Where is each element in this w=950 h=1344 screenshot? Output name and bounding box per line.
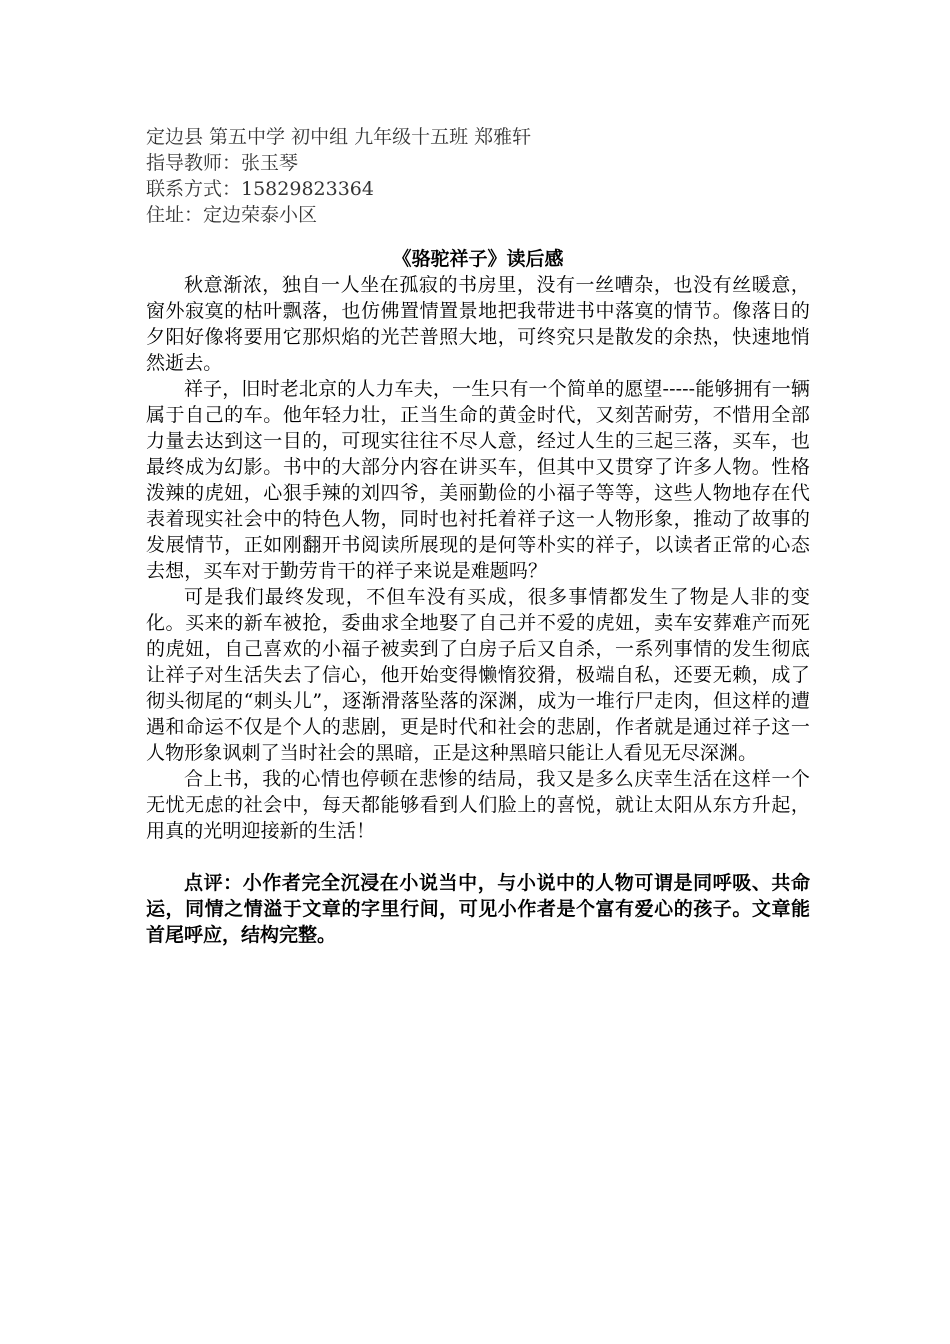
contact-line: 联系方式：15829823364 [146,178,374,200]
author-school-line: 定边县 第五中学 初中组 九年级十五班 郑雅轩 [146,126,532,148]
teacher-review: 点评：小作者完全沉浸在小说当中，与小说中的人物可谓是同呼吸、共命运，同情之情溢于文章的字里行间，可见小作者是个富有爱心的孩子。文章能首尾呼应，结构完整。 [146,872,810,946]
teacher-line: 指导教师：张玉琴 [146,152,299,174]
essay-paragraph-4: 合上书，我的心情也停顿在悲惨的结局，我又是多么庆幸生活在这样一个无忧无虑的社会中，每天都能够看到人们脸上的喜悦，就让太阳从东方升起，用真的光明迎接新的生活！ [146,768,810,842]
essay-paragraph-3: 可是我们最终发现，不但车没有买成，很多事情都发生了物是人非的变化。买来的新车被抢，委曲求全地娶了自己并不爱的虎妞，卖车安葬难产而死的虎妞，自己喜欢的小福子被卖到了白房子后又自杀，一系列事情的发生彻底让祥子对生活失去了信心，他开始变得懒惰狡猾，极端自私，还要无赖，成了彻头彻尾的“刺头儿”，逐渐滑落坠落的深渊，成为一堆行尸走肉，但这样的遭遇和命运不仅是个人的悲剧，更是时代和社会的悲剧，作者就是通过祥子这一人物形象讽刺了当时社会的黑暗，正是这种黑暗只能让人看见无尽深渊。 [146,586,810,764]
document-page [146,124,810,948]
essay-paragraph-2: 祥子，旧时老北京的人力车夫，一生只有一个简单的愿望-----能够拥有一辆属于自己的车。他年轻力壮，正当生命的黄金时代，又刻苦耐劳，不惜用全部力量去达到这一目的，可现实往往不尽人意，经过人生的三起三落，买车，也最终成为幻影。书中的大部分内容在讲买车，但其中又贯穿了许多人物。性格泼辣的虎妞，心狠手辣的刘四爷，美丽勤俭的小福子等等，这些人物地存在代表着现实社会中的特色人物，同时也衬托着祥子这一人物形象，推动了故事的发展情节，正如刚翻开书阅读所展现的是何等朴实的祥子，以读者正常的心态去想，买车对于勤劳肯干的祥子来说是难题吗？ [146,378,810,582]
address-line: 住址：定边荣泰小区 [146,204,318,226]
essay-title: 《骆驼祥子》读后感 [392,248,564,270]
essay-paragraph-1: 秋意渐浓，独自一人坐在孤寂的书房里，没有一丝嘈杂，也没有丝暖意，窗外寂寞的枯叶飘落，也仿佛置情置景地把我带进书中落寞的情节。像落日的夕阳好像将要用它那炽焰的光芒普照大地，可终究只是散发的余热，快速地悄然逝去。 [146,274,810,374]
